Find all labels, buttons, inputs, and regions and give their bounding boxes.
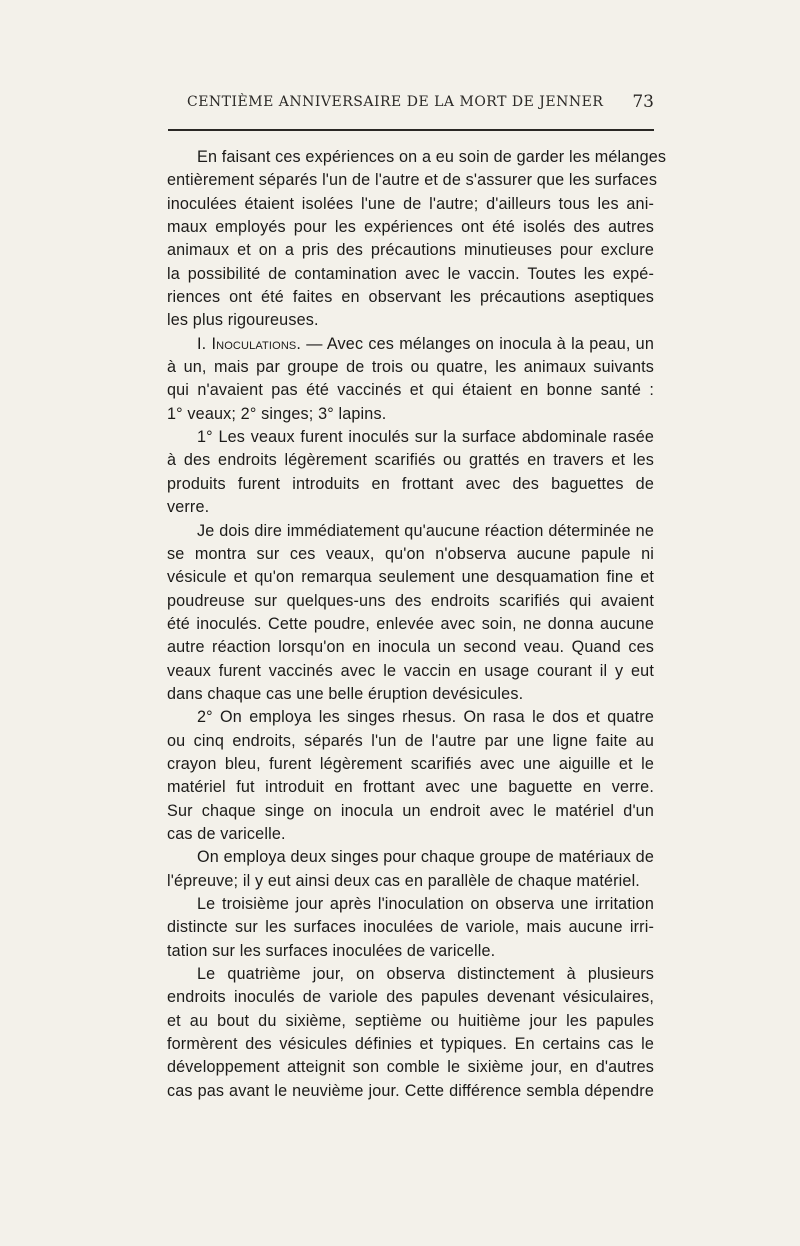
text-line: cas de varicelle. — [167, 824, 286, 843]
text-line: formèrent des vésicules définies et typiques. En certains cas le — [167, 1035, 654, 1054]
text-line: inoculées étaient isolées l'une de l'autre; d'ailleurs tous les ani- — [167, 194, 654, 213]
text-line: tation sur les surfaces inoculées de varicelle. — [167, 941, 496, 960]
text-line: Je dois dire immédiatement qu'aucune réaction déterminée ne — [197, 521, 654, 540]
text-line: cas pas avant le neuvième jour. Cette différence sembla dépendre — [167, 1081, 654, 1100]
text-line: On employa deux singes pour chaque groupe de matériaux de — [197, 848, 654, 867]
text-line: verre. — [167, 498, 210, 517]
page-header — [167, 92, 654, 116]
text-line: autre réaction lorsqu'on en inocula un second veau. Quand ces — [167, 638, 654, 657]
text-line: matériel fut introduit en frottant avec une baguette en verre. — [167, 778, 654, 797]
section-heading: I. Inoculations. — [197, 334, 302, 353]
text-line: En faisant ces expériences on a eu soin de garder les mélanges — [197, 148, 667, 166]
text-line-rest: — Avec ces mélanges on inocula à la peau, un — [306, 334, 654, 353]
body-text — [167, 146, 667, 1103]
text-line: riences ont été faites en observant les précautions aseptiques — [167, 288, 654, 307]
text-line: vésicule et qu'on remarqua seulement une desquamation fine et — [167, 568, 654, 587]
text-line: distincte sur les surfaces inoculées de variole, mais aucune irri- — [167, 918, 654, 937]
text-line: l'épreuve; il y eut ainsi deux cas en parallèle de chaque matériel. — [167, 871, 640, 890]
text-line: Le troisième jour après l'inoculation on observa une irritation — [197, 895, 654, 913]
text-line: Sur chaque singe on inocula un endroit avec le matériel d'un — [167, 801, 654, 820]
text-line: à des endroits légèrement scarifiés ou grattés en travers et les — [167, 451, 654, 470]
page-number: 73 — [632, 92, 654, 112]
header-rule — [168, 129, 654, 131]
text-line: entièrement séparés l'un de l'autre et de s'assurer que les surfaces — [167, 171, 658, 190]
running-title: CENTIÈME ANNIVERSAIRE DE LA MORT DE JENNER — [187, 94, 604, 110]
text-line: à un, mais par groupe de trois ou quatre, les animaux suivants — [167, 358, 654, 377]
text-line: produits furent introduits en frottant avec des baguettes de — [167, 474, 654, 493]
text-line: la possibilité de contamination avec le vaccin. Toutes les expé- — [167, 264, 654, 283]
text-line: endroits inoculés de variole des papules devenant vésiculaires, — [167, 988, 654, 1007]
text-line: Le quatrième jour, on observa distinctement à plusieurs — [197, 965, 654, 984]
text-line: poudreuse sur quelques-uns des endroits scarifiés qui avaient — [167, 591, 654, 610]
text-line: les plus rigoureuses. — [167, 311, 319, 330]
text-line: été inoculés. Cette poudre, enlevée avec soin, ne donna aucune — [167, 614, 654, 633]
text-line: se montra sur ces veaux, qu'on n'observa aucune papule ni — [167, 544, 654, 563]
text-line: 1° Les veaux furent inoculés sur la surface abdominale rasée — [197, 428, 654, 447]
text-line: veaux furent vaccinés avec le vaccin en usage courant il y eut — [167, 661, 654, 680]
text-line: développement atteignit son comble le sixième jour, en d'autres — [167, 1058, 654, 1077]
text-line: animaux et on a pris des précautions minutieuses pour exclure — [167, 241, 654, 260]
text-line: maux employés pour les expériences ont été isolés des autres — [167, 218, 654, 237]
text-line: 2° On employa les singes rhesus. On rasa le dos et quatre — [197, 708, 654, 727]
text-line: et au bout du sixième, septième ou huitième jour les papules — [167, 1011, 654, 1030]
text-line: ou cinq endroits, séparés l'un de l'autre par une ligne faite au — [167, 731, 654, 750]
text-line-with-heading — [167, 333, 654, 356]
text-line: 1° veaux; 2° singes; 3° lapins. — [167, 404, 387, 423]
text-line: qui n'avaient pas été vaccinés et qui étaient en bonne santé : — [167, 381, 654, 400]
text-line: crayon bleu, furent légèrement scarifiés avec une aiguille et le — [167, 754, 654, 773]
text-line: dans chaque cas une belle éruption devésicules. — [167, 684, 524, 703]
